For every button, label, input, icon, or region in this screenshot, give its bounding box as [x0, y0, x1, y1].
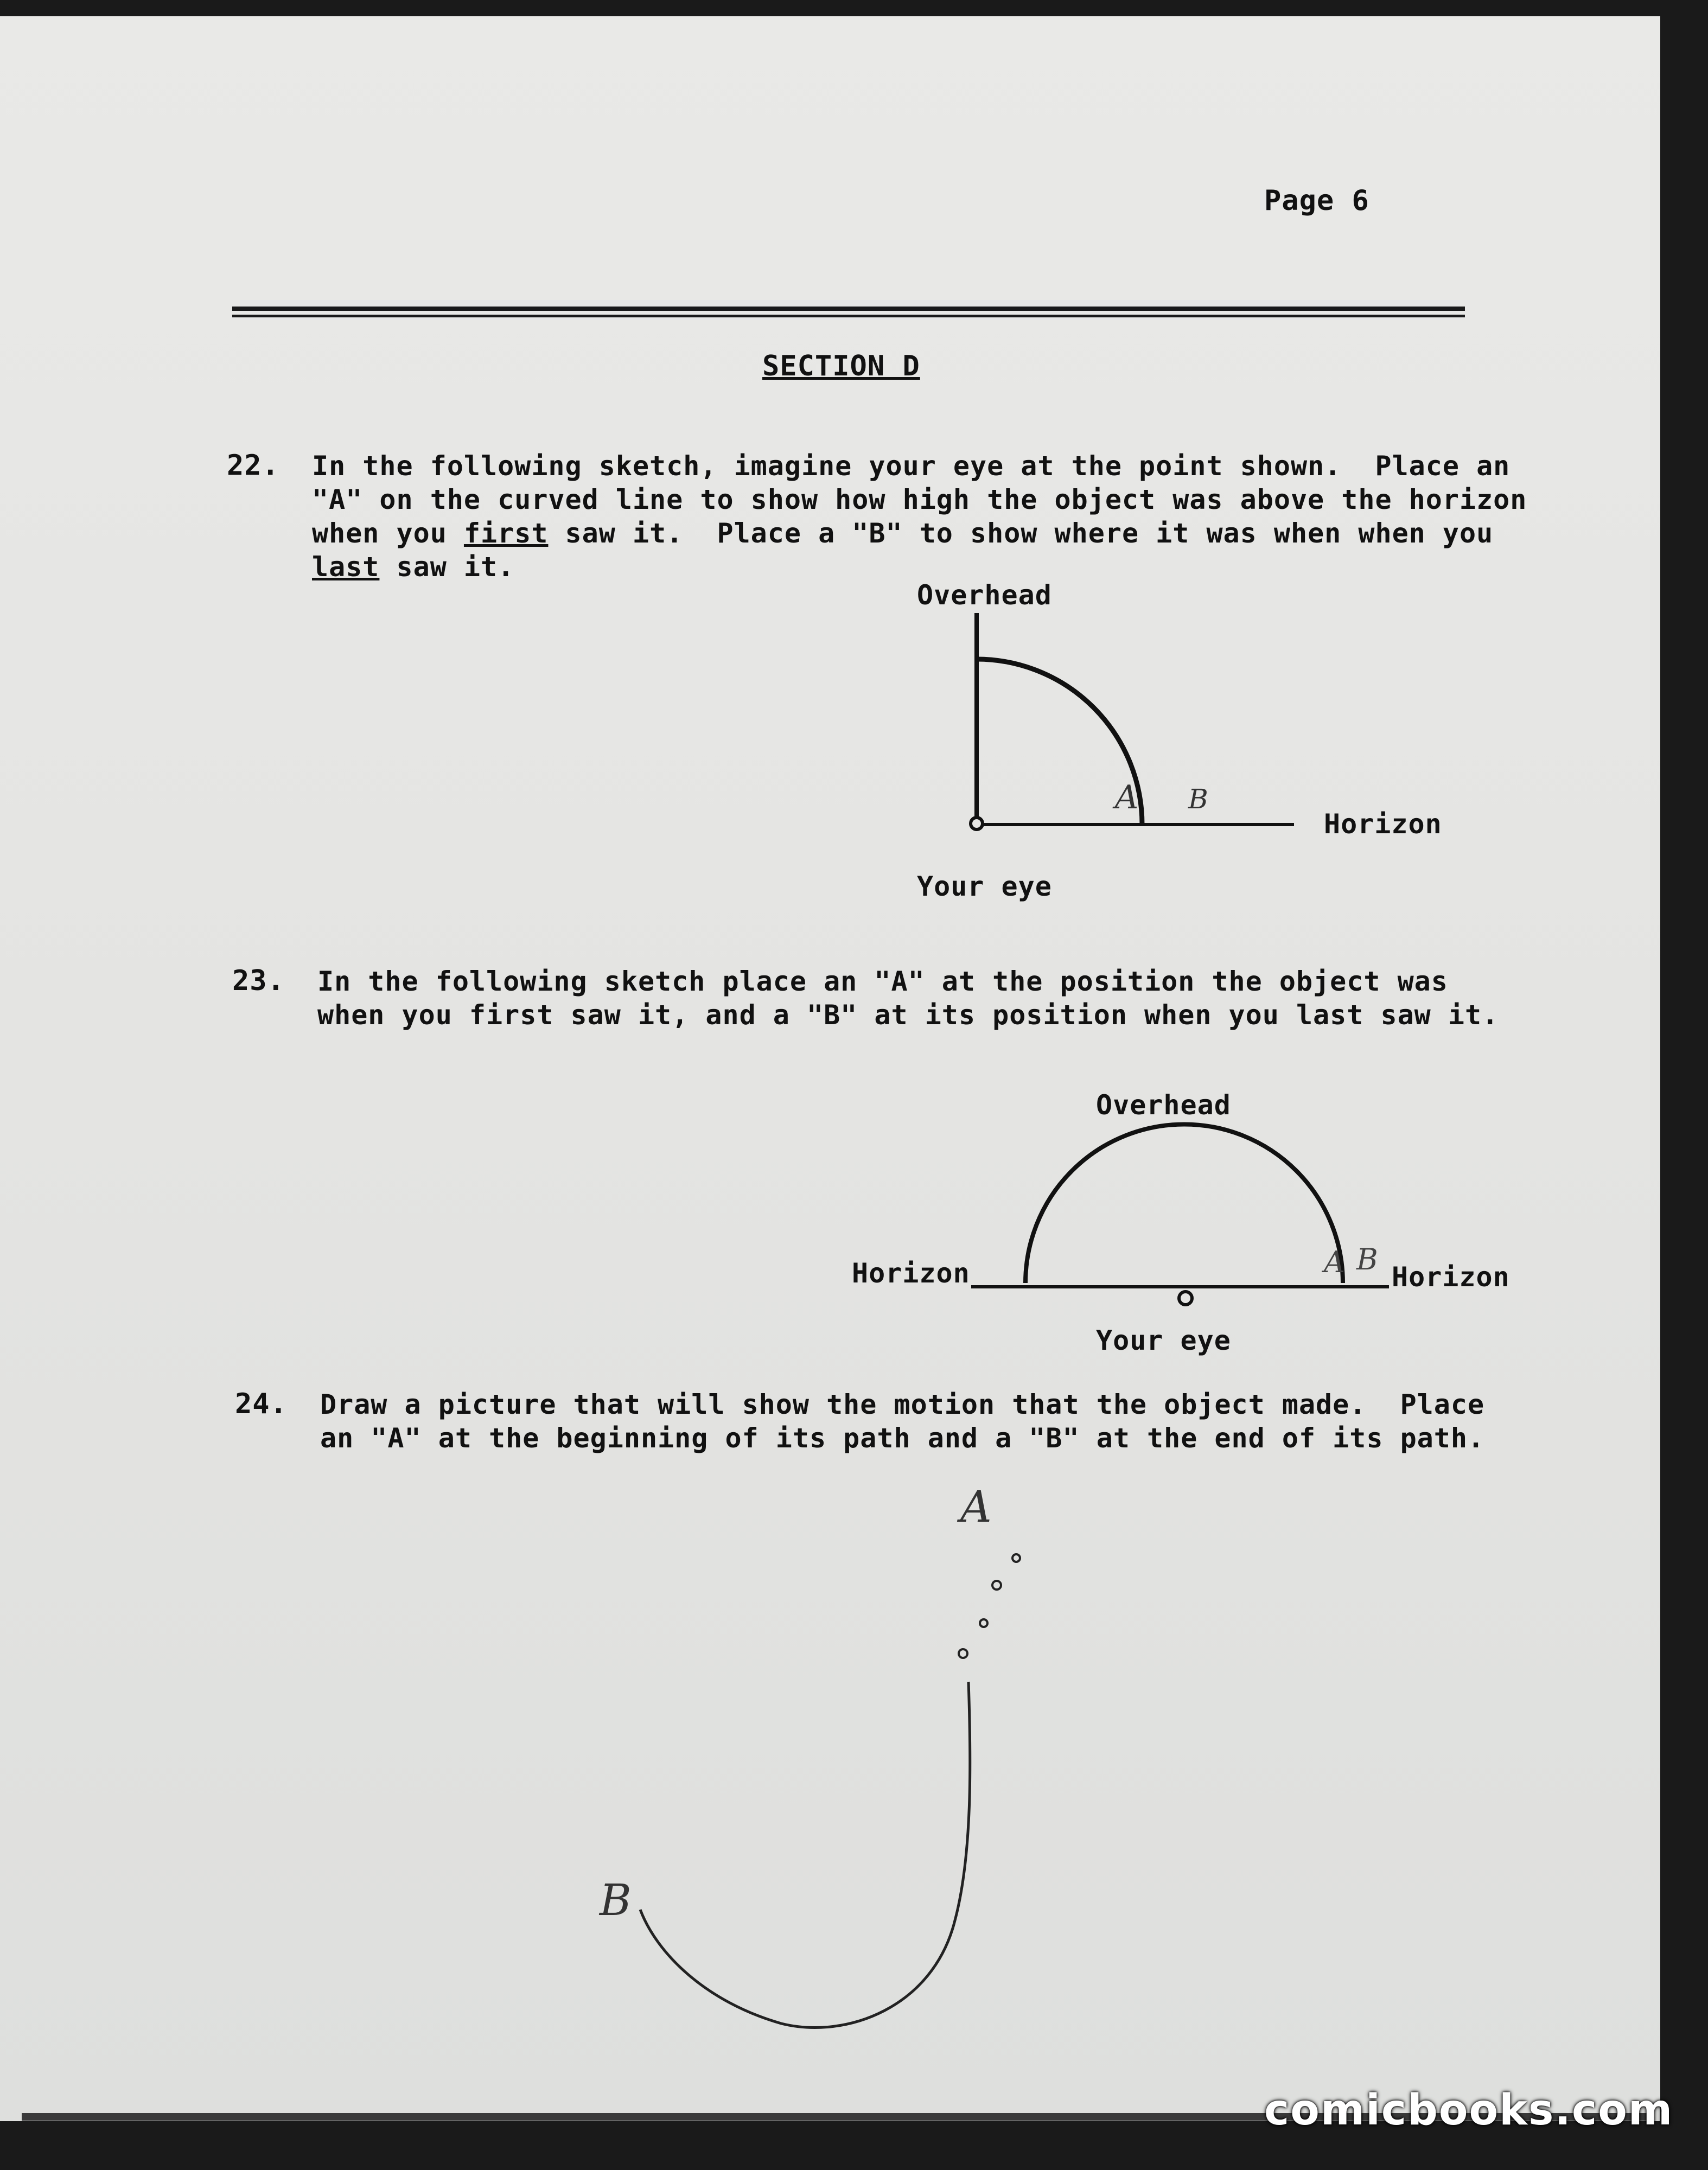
sketch23-handwritten-marks	[1321, 1242, 1378, 1279]
section-title: SECTION D	[762, 350, 920, 382]
emphasis-first: first	[463, 518, 549, 549]
sketch24-handwritten-marks	[598, 1482, 992, 1925]
sketch23-eye-label: Your eye	[1096, 1325, 1231, 1356]
sketch22-eye-point	[971, 818, 983, 829]
sketch22-overhead-label: Overhead	[917, 579, 1052, 611]
sketch24-mark-a: A	[960, 1482, 992, 1532]
path-dot-1	[1012, 1554, 1020, 1562]
sketch23-horizon-left-label: Horizon	[852, 1258, 970, 1289]
sketch22-horizon-label: Horizon	[1324, 808, 1442, 840]
sketch22-mark-a: A	[1115, 778, 1139, 816]
motion-path-curve	[640, 1682, 970, 2027]
question-22-line-4-end: saw it.	[379, 551, 515, 583]
question-22-line-2: "A" on the curved line to show how high the object was above the horizon	[312, 484, 1527, 515]
sketch23-eye-point	[1179, 1292, 1192, 1305]
sketch22-mark-b: B	[1188, 783, 1208, 815]
question-23-line-1: In the following sketch place an "A" at the position the object was	[317, 966, 1448, 997]
question-number-22: 22.	[227, 449, 279, 482]
page-number: Page 6	[1264, 184, 1369, 217]
question-22-line-1: In the following sketch, imagine your eye at the point shown. Place an	[312, 450, 1511, 482]
path-dot-4	[959, 1649, 967, 1658]
sketch23-mark-b: B	[1356, 1242, 1378, 1277]
emphasis-last: last	[312, 551, 380, 583]
question-22-line-3-start: when you	[312, 518, 464, 549]
question-22-line-3-end: saw it. Place a "B" to show where it was when when you	[548, 518, 1494, 549]
question-24-line-2: an "A" at the beginning of its path and a "B" at the end of its path.	[320, 1422, 1485, 1454]
sketch24-drawing	[640, 1554, 1020, 2027]
path-dot-3	[980, 1619, 987, 1627]
sketch23-horizon-right-label: Horizon	[1392, 1261, 1510, 1293]
sketch24-mark-b: B	[600, 1875, 632, 1925]
sketch23-mark-a: A	[1324, 1245, 1345, 1279]
sketch22-handwritten-marks	[1112, 778, 1208, 816]
watermark: comicbooks.com	[1264, 2086, 1674, 2135]
sketch23-overhead-label: Overhead	[1096, 1089, 1231, 1121]
path-dot-2	[992, 1581, 1001, 1590]
question-23-line-2: when you first saw it, and a "B" at its position when you last saw it.	[317, 999, 1499, 1031]
question-number-23: 23.	[232, 965, 285, 997]
question-24-line-1: Draw a picture that will show the motion that the object made. Place	[320, 1389, 1485, 1420]
sketch23-sky-arc	[1025, 1125, 1343, 1284]
question-number-24: 24.	[235, 1388, 288, 1420]
sketch22-eye-label: Your eye	[917, 871, 1052, 902]
